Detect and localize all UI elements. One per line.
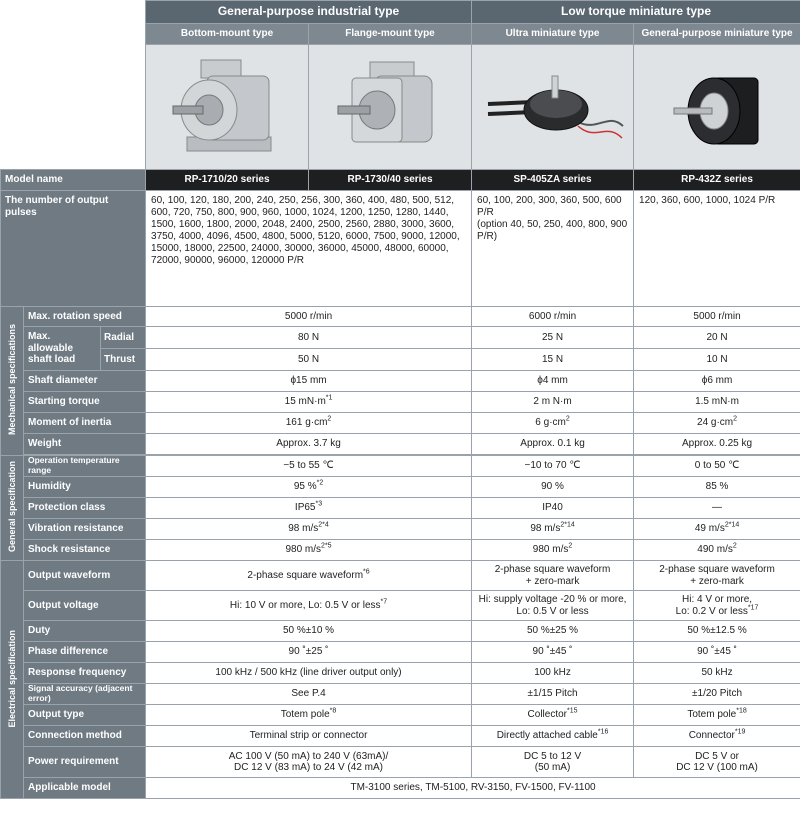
voltage-ultra-line1: Hi: supply voltage -20 % or more,: [478, 594, 627, 605]
footnote-14: *14: [728, 521, 740, 529]
phase-general: 90 ˚±45 ˚: [634, 642, 800, 663]
section-general-label: General specification: [6, 461, 17, 553]
inertia-general-value: 24 g·cm: [697, 417, 734, 429]
humidity-industrial: [146, 477, 472, 498]
shock-industrial: [146, 540, 472, 561]
diameter-ultra: ϕ4 mm: [472, 371, 634, 392]
humidity-ultra: 90 %: [472, 477, 634, 498]
exponent: 2: [724, 521, 729, 529]
footnote-6: *6: [363, 568, 370, 576]
section-mechanical: [1, 307, 24, 456]
power-general: [634, 747, 800, 778]
phase-label: Phase difference: [24, 642, 146, 663]
voltage-label: Output voltage: [24, 591, 146, 621]
shock-ultra-value: 980 m/s: [532, 544, 569, 556]
shock-general-value: 490 m/s: [697, 544, 733, 556]
rotation-label: Max. rotation speed: [24, 307, 146, 327]
output-type-ultra-value: Collector: [527, 709, 567, 721]
weight-label: Weight: [24, 434, 146, 455]
output-type-general-value: Totem pole: [687, 709, 737, 721]
connection-general-value: Connector: [688, 730, 735, 742]
section-mechanical-label: Mechanical specifications: [6, 324, 17, 436]
power-industrial-line2: DC 12 V (83 mA) to 24 V (42 mA): [234, 762, 383, 773]
inertia-label: Moment of inertia: [24, 413, 146, 434]
voltage-ultra-line2: Lo: 0.5 V or less: [516, 605, 589, 617]
shock-ultra: [472, 540, 634, 561]
footnote-18: *18: [736, 707, 747, 715]
radial-label: Radial: [101, 327, 146, 349]
exponent: 2: [318, 521, 323, 529]
connection-ultra: [472, 726, 634, 747]
pulses-ultra-option: (option 40, 50, 250, 400, 800, 900 P/R): [477, 219, 628, 242]
exponent: 2: [321, 542, 325, 550]
footnote-1: *1: [325, 394, 333, 402]
shaft-load-label: Max. allowable shaft load: [24, 327, 101, 371]
footnote-16: *16: [597, 728, 609, 736]
humidity-label: Humidity: [24, 477, 146, 498]
torque-industrial: [146, 392, 472, 413]
waveform-ultra-line1: 2-phase square waveform: [494, 564, 611, 575]
header-blank: [1, 1, 146, 170]
pulses-label: The number of output pulses: [1, 191, 146, 307]
power-label: Power requirement: [24, 747, 146, 778]
inertia-ultra: [472, 413, 634, 434]
model-name-label: Model name: [1, 170, 146, 191]
inertia-ultra-value: 6 g·cm: [535, 417, 566, 429]
applicable-models: TM-3100 series, TM-5100, RV-3150, FV-1500, FV-1100: [146, 778, 800, 799]
shock-general: [634, 540, 800, 561]
protection-industrial: [146, 498, 472, 519]
torque-ultra: 2 m N·m: [472, 392, 634, 413]
footnote-5: *5: [324, 542, 332, 550]
diameter-general: ϕ6 mm: [634, 371, 800, 392]
thrust-general: 10 N: [634, 349, 800, 371]
torque-label: Starting torque: [24, 392, 146, 413]
voltage-industrial: [146, 591, 472, 621]
torque-general: 1.5 mN·m: [634, 392, 800, 413]
diameter-label: Shaft diameter: [24, 371, 146, 392]
section-general: [1, 456, 24, 561]
connection-general: [634, 726, 800, 747]
photo-ultra-miniature-encoder: [472, 45, 634, 170]
waveform-general-line2: + zero-mark: [690, 575, 744, 587]
voltage-industrial-value: Hi: 10 V or more, Lo: 0.5 V or less: [229, 599, 381, 611]
footnote-14: *14: [564, 521, 575, 529]
vibration-industrial-value: 98 m/s: [288, 523, 319, 535]
temp-general: 0 to 50 ℃: [634, 456, 800, 477]
rotation-ultra: 6000 r/min: [472, 307, 634, 327]
inertia-industrial: [146, 413, 472, 434]
diameter-industrial: ϕ15 mm: [146, 371, 472, 392]
photo-flange-mount-encoder: [309, 45, 472, 170]
accuracy-ultra: ±1/15 Pitch: [472, 684, 634, 705]
footnote-4: *4: [322, 521, 329, 529]
exponent: 2: [732, 542, 737, 550]
exponent: 2: [565, 415, 570, 423]
group-low-torque: Low torque miniature type: [472, 1, 800, 24]
duty-ultra: 50 %±25 %: [472, 621, 634, 642]
subtype-ultra-miniature: Ultra miniature type: [472, 24, 634, 45]
duty-general: 50 %±12.5 %: [634, 621, 800, 642]
model-rp-1730: RP-1730/40 series: [309, 170, 472, 191]
model-sp-405za: SP-405ZA series: [472, 170, 634, 191]
power-ultra: [472, 747, 634, 778]
connection-industrial: Terminal strip or connector: [146, 726, 472, 747]
protection-industrial-value: IP65: [294, 502, 316, 514]
response-general: 50 kHz: [634, 663, 800, 684]
footnote-2: *2: [316, 479, 324, 487]
exponent: 2: [733, 415, 738, 423]
power-general-line1: DC 5 V or: [695, 750, 739, 762]
footnote-7: *7: [380, 598, 388, 606]
thrust-label: Thrust: [101, 349, 146, 371]
bottom-mount-encoder-image: [167, 52, 287, 162]
section-electrical-label: Electrical specification: [6, 629, 17, 728]
pulses-industrial: 60, 100, 120, 180, 200, 240, 250, 256, 300, 360, 400, 480, 500, 512, 600, 720, 750, 800, 900, 960, 1000, 1024, 1200, 1250, 1280, 1440, 1500, 1600, 1800, 2000, 2048, 2400, 2500, 2560, 2880, 3000, 3600, 3750, 4000, 4096, 4500, 4800, 5000, 5120, 6000, 7500, 9000, 12000, 15000, 18000, 22500, 24000, 30000, 36000, 45000, 48000, 60000, 72000, 90000, 96000, 120000 P/R: [146, 191, 472, 307]
power-industrial: [146, 747, 472, 778]
vibration-label: Vibration resistance: [24, 519, 146, 540]
accuracy-label: Signal accuracy (adjacent error): [24, 684, 146, 705]
protection-label: Protection class: [24, 498, 146, 519]
pulses-ultra-main: 60, 100, 200, 300, 360, 500, 600 P/R: [477, 195, 622, 218]
flange-mount-encoder-image: [330, 52, 450, 162]
waveform-label: Output waveform: [24, 561, 146, 591]
output-type-general: [634, 705, 800, 726]
vibration-ultra-value: 98 m/s: [530, 523, 561, 535]
shock-industrial-value: 980 m/s: [285, 544, 322, 556]
waveform-general-line1: 2-phase square waveform: [659, 564, 775, 575]
voltage-general-line2: Lo: 0.2 V or less: [675, 605, 748, 617]
humidity-general: 85 %: [634, 477, 800, 498]
inertia-general: [634, 413, 800, 434]
vibration-ultra: [472, 519, 634, 540]
output-type-industrial: [146, 705, 472, 726]
pulses-general: 120, 360, 600, 1000, 1024 P/R: [634, 191, 800, 307]
duty-industrial: 50 %±10 %: [146, 621, 472, 642]
protection-ultra: IP40: [472, 498, 634, 519]
accuracy-general: ±1/20 Pitch: [634, 684, 800, 705]
accuracy-industrial: See P.4: [146, 684, 472, 705]
thrust-ultra: 15 N: [472, 349, 634, 371]
temp-industrial: −5 to 55 ℃: [146, 456, 472, 477]
waveform-general: [634, 561, 800, 591]
power-industrial-line1: AC 100 V (50 mA) to 240 V (63mA)/: [228, 750, 389, 762]
voltage-ultra: [472, 591, 634, 621]
waveform-industrial: [146, 561, 472, 591]
subtype-flange-mount: Flange-mount type: [309, 24, 472, 45]
power-ultra-line2: (50 mA): [534, 762, 571, 773]
rotation-general: 5000 r/min: [634, 307, 800, 327]
shock-label: Shock resistance: [24, 540, 146, 561]
subtype-general-miniature: General-purpose miniature type: [634, 24, 800, 45]
exponent: 2: [568, 542, 573, 550]
waveform-industrial-value: 2-phase square waveform: [247, 569, 364, 581]
exponent: 2: [327, 415, 332, 423]
radial-industrial: 80 N: [146, 327, 472, 349]
waveform-ultra: [472, 561, 634, 591]
applicable-label: Applicable model: [24, 778, 146, 799]
thrust-industrial: 50 N: [146, 349, 472, 371]
footnote-17: *17: [747, 604, 759, 612]
connection-ultra-value: Directly attached cable: [496, 730, 598, 742]
voltage-general: [634, 591, 800, 621]
footnote-8: *8: [329, 707, 337, 715]
photo-general-miniature-encoder: [634, 45, 800, 170]
subtype-bottom-mount: Bottom-mount type: [146, 24, 309, 45]
response-ultra: 100 kHz: [472, 663, 634, 684]
model-rp-432z: RP-432Z series: [634, 170, 800, 191]
output-type-industrial-value: Totem pole: [280, 709, 330, 721]
vibration-industrial: [146, 519, 472, 540]
waveform-ultra-line2: + zero-mark: [525, 575, 580, 587]
output-type-label: Output type: [24, 705, 146, 726]
footnote-15: *15: [567, 707, 578, 715]
footnote-3: *3: [315, 500, 323, 508]
ultra-miniature-encoder-image: [478, 52, 628, 162]
inertia-industrial-value: 161 g·cm: [285, 417, 328, 429]
phase-ultra: 90 ˚±45 ˚: [472, 642, 634, 663]
power-ultra-line1: DC 5 to 12 V: [523, 750, 582, 762]
temp-label: Operation temperature range: [24, 456, 146, 477]
output-type-ultra: [472, 705, 634, 726]
torque-industrial-value: 15 mN·m: [284, 396, 326, 408]
vibration-general: [634, 519, 800, 540]
section-electrical: [1, 561, 24, 799]
model-rp-1710: RP-1710/20 series: [146, 170, 309, 191]
photo-bottom-mount-encoder: [146, 45, 309, 170]
footnote-19: *19: [734, 728, 746, 736]
weight-ultra: Approx. 0.1 kg: [472, 434, 634, 455]
voltage-general-line1: Hi: 4 V or more,: [682, 594, 753, 605]
radial-ultra: 25 N: [472, 327, 634, 349]
phase-industrial: 90 ˚±25 ˚: [146, 642, 472, 663]
power-general-line2: DC 12 V (100 mA): [676, 762, 758, 773]
radial-general: 20 N: [634, 327, 800, 349]
temp-ultra: −10 to 70 ℃: [472, 456, 634, 477]
pulses-ultra: [472, 191, 634, 307]
protection-general: —: [634, 498, 800, 519]
weight-industrial: Approx. 3.7 kg: [146, 434, 472, 455]
connection-label: Connection method: [24, 726, 146, 747]
duty-label: Duty: [24, 621, 146, 642]
general-miniature-encoder-image: [642, 52, 792, 162]
exponent: 2: [560, 521, 565, 529]
response-industrial: 100 kHz / 500 kHz (line driver output only): [146, 663, 472, 684]
response-label: Response frequency: [24, 663, 146, 684]
group-industrial: General-purpose industrial type: [146, 1, 472, 24]
weight-general: Approx. 0.25 kg: [634, 434, 800, 455]
vibration-general-value: 49 m/s: [694, 523, 725, 535]
humidity-industrial-value: 95 %: [293, 481, 317, 493]
rotation-industrial: 5000 r/min: [146, 307, 472, 327]
